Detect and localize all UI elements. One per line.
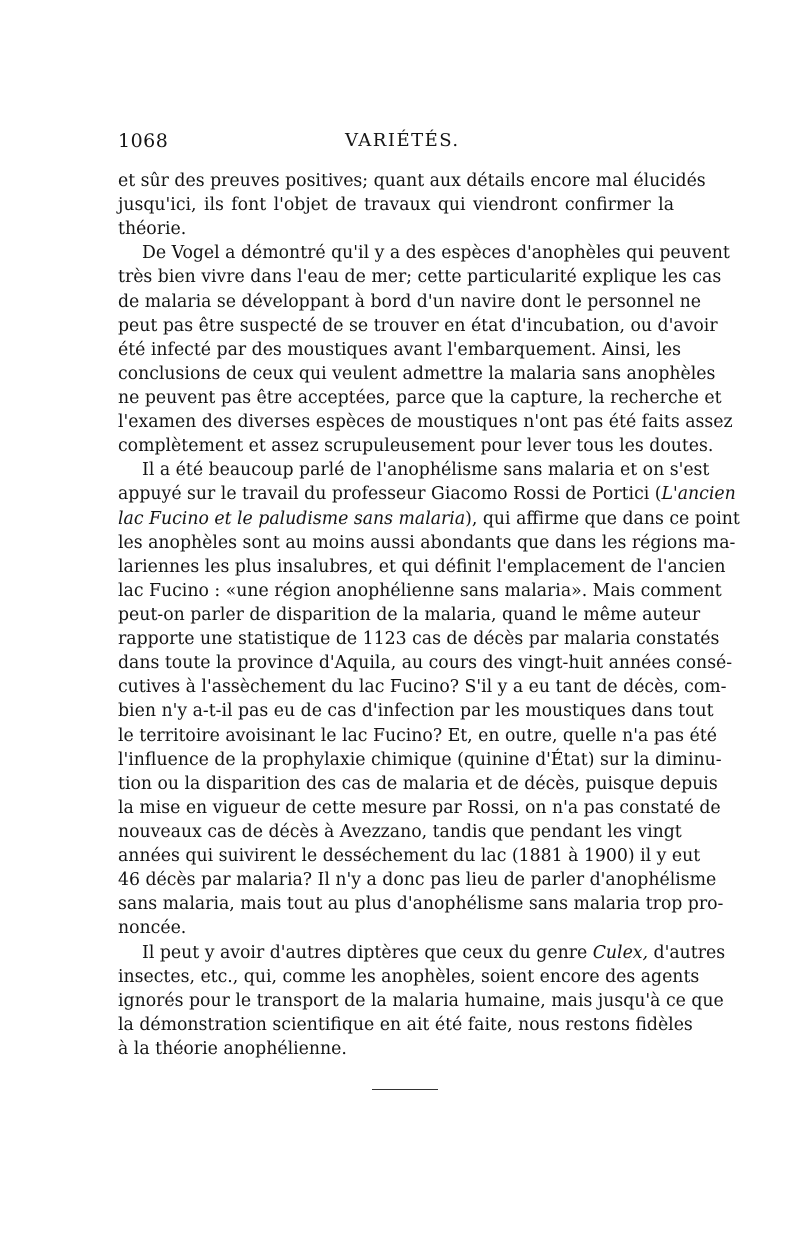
text-line: lac Fucino : «une région anophélienne sans malaria». Mais comment — [118, 580, 722, 601]
body-text — [118, 169, 740, 1061]
text-line: complètement et assez scrupuleusement pour lever tous les doutes. — [118, 436, 714, 457]
text-line: jusqu'ici, ils font l'objet de travaux qui viendront confirmer la — [118, 195, 674, 216]
text-line: tion ou la disparition des cas de malaria et de décès, puisque depuis — [118, 773, 718, 794]
text-line: années qui suivirent le desséchement du lac (1881 à 1900) il y eut — [118, 846, 701, 867]
text-line: bien n'y a-t-il pas eu de cas d'infection par les moustiques dans tout — [118, 701, 714, 722]
text-line: appuyé sur le travail du professeur Giacomo Rossi de Portici (L'ancien — [118, 484, 736, 505]
text-line: dans toute la province d'Aquila, au cours des vingt-huit années consé- — [118, 653, 733, 674]
text-line: Il a été beaucoup parlé de l'anophélisme sans malaria et on s'est — [142, 460, 710, 481]
text-line: lariennes les plus insalubres, et qui définit l'emplacement de l'ancien — [118, 556, 726, 577]
text-line: ignorés pour le transport de la malaria humaine, mais jusqu'à ce que — [118, 990, 724, 1011]
text-line: de malaria se développant à bord d'un navire dont le personnel ne — [118, 291, 701, 312]
text-line: très bien vivre dans l'eau de mer; cette particularité explique les cas — [118, 267, 722, 288]
text-line: cutives à l'assèchement du lac Fucino? S'il y a eu tant de décès, com- — [118, 677, 727, 698]
text-line: insectes, etc., qui, comme les anophèles, soient encore des agents — [118, 966, 700, 987]
text-line: sans malaria, mais tout au plus d'anophélisme sans malaria trop pro- — [118, 894, 724, 915]
text-line: la mise en vigueur de cette mesure par Rossi, on n'a pas constaté de — [118, 797, 721, 818]
text-line: peut pas être suspecté de se trouver en état d'incubation, ou d'avoir — [118, 315, 718, 336]
text-line: à la théorie anophélienne. — [118, 1038, 347, 1059]
text-line: Il peut y avoir d'autres diptères que ceux du genre Culex, d'autres — [142, 942, 726, 963]
text-line: les anophèles sont au moins aussi abondants que dans les régions ma- — [118, 532, 736, 553]
text-line: ne peuvent pas être acceptées, parce que la capture, la recherche et — [118, 387, 722, 408]
text-line: peut-on parler de disparition de la malaria, quand le même auteur — [118, 604, 701, 625]
text-line: noncée. — [118, 918, 187, 939]
section-end-rule — [372, 1089, 438, 1090]
running-title: VARIÉTÉS. — [345, 130, 460, 151]
page-header — [118, 130, 674, 158]
page-number: 1068 — [118, 130, 169, 152]
text-line: rapporte une statistique de 1123 cas de décès par malaria constatés — [118, 629, 720, 650]
text-line: le territoire avoisinant le lac Fucino? Et, en outre, quelle n'a pas été — [118, 725, 717, 746]
text-line: conclusions de ceux qui veulent admettre la malaria sans anophèles — [118, 363, 716, 384]
text-line: 46 décès par malaria? Il n'y a donc pas lieu de parler d'anophélisme — [118, 870, 717, 891]
text-line: été infecté par des moustiques avant l'embarquement. Ainsi, les — [118, 339, 682, 360]
text-line: théorie. — [118, 219, 187, 240]
text-line: et sûr des preuves positives; quant aux détails encore mal élucidés — [118, 171, 706, 191]
text-line: la démonstration scientifique en ait été faite, nous restons fidèles — [118, 1014, 693, 1035]
text-line: l'examen des diverses espèces de moustiques n'ont pas été faits assez — [118, 412, 733, 433]
text-line: nouveaux cas de décès à Avezzano, tandis que pendant les vingt — [118, 821, 682, 842]
text-line: lac Fucino et le paludisme sans malaria), qui affirme que dans ce point — [118, 508, 740, 529]
text-line: l'influence de la prophylaxie chimique (quinine d'État) sur la diminu- — [118, 749, 722, 770]
text-line: De Vogel a démontré qu'il y a des espèces d'anophèles qui peuvent — [142, 243, 730, 264]
